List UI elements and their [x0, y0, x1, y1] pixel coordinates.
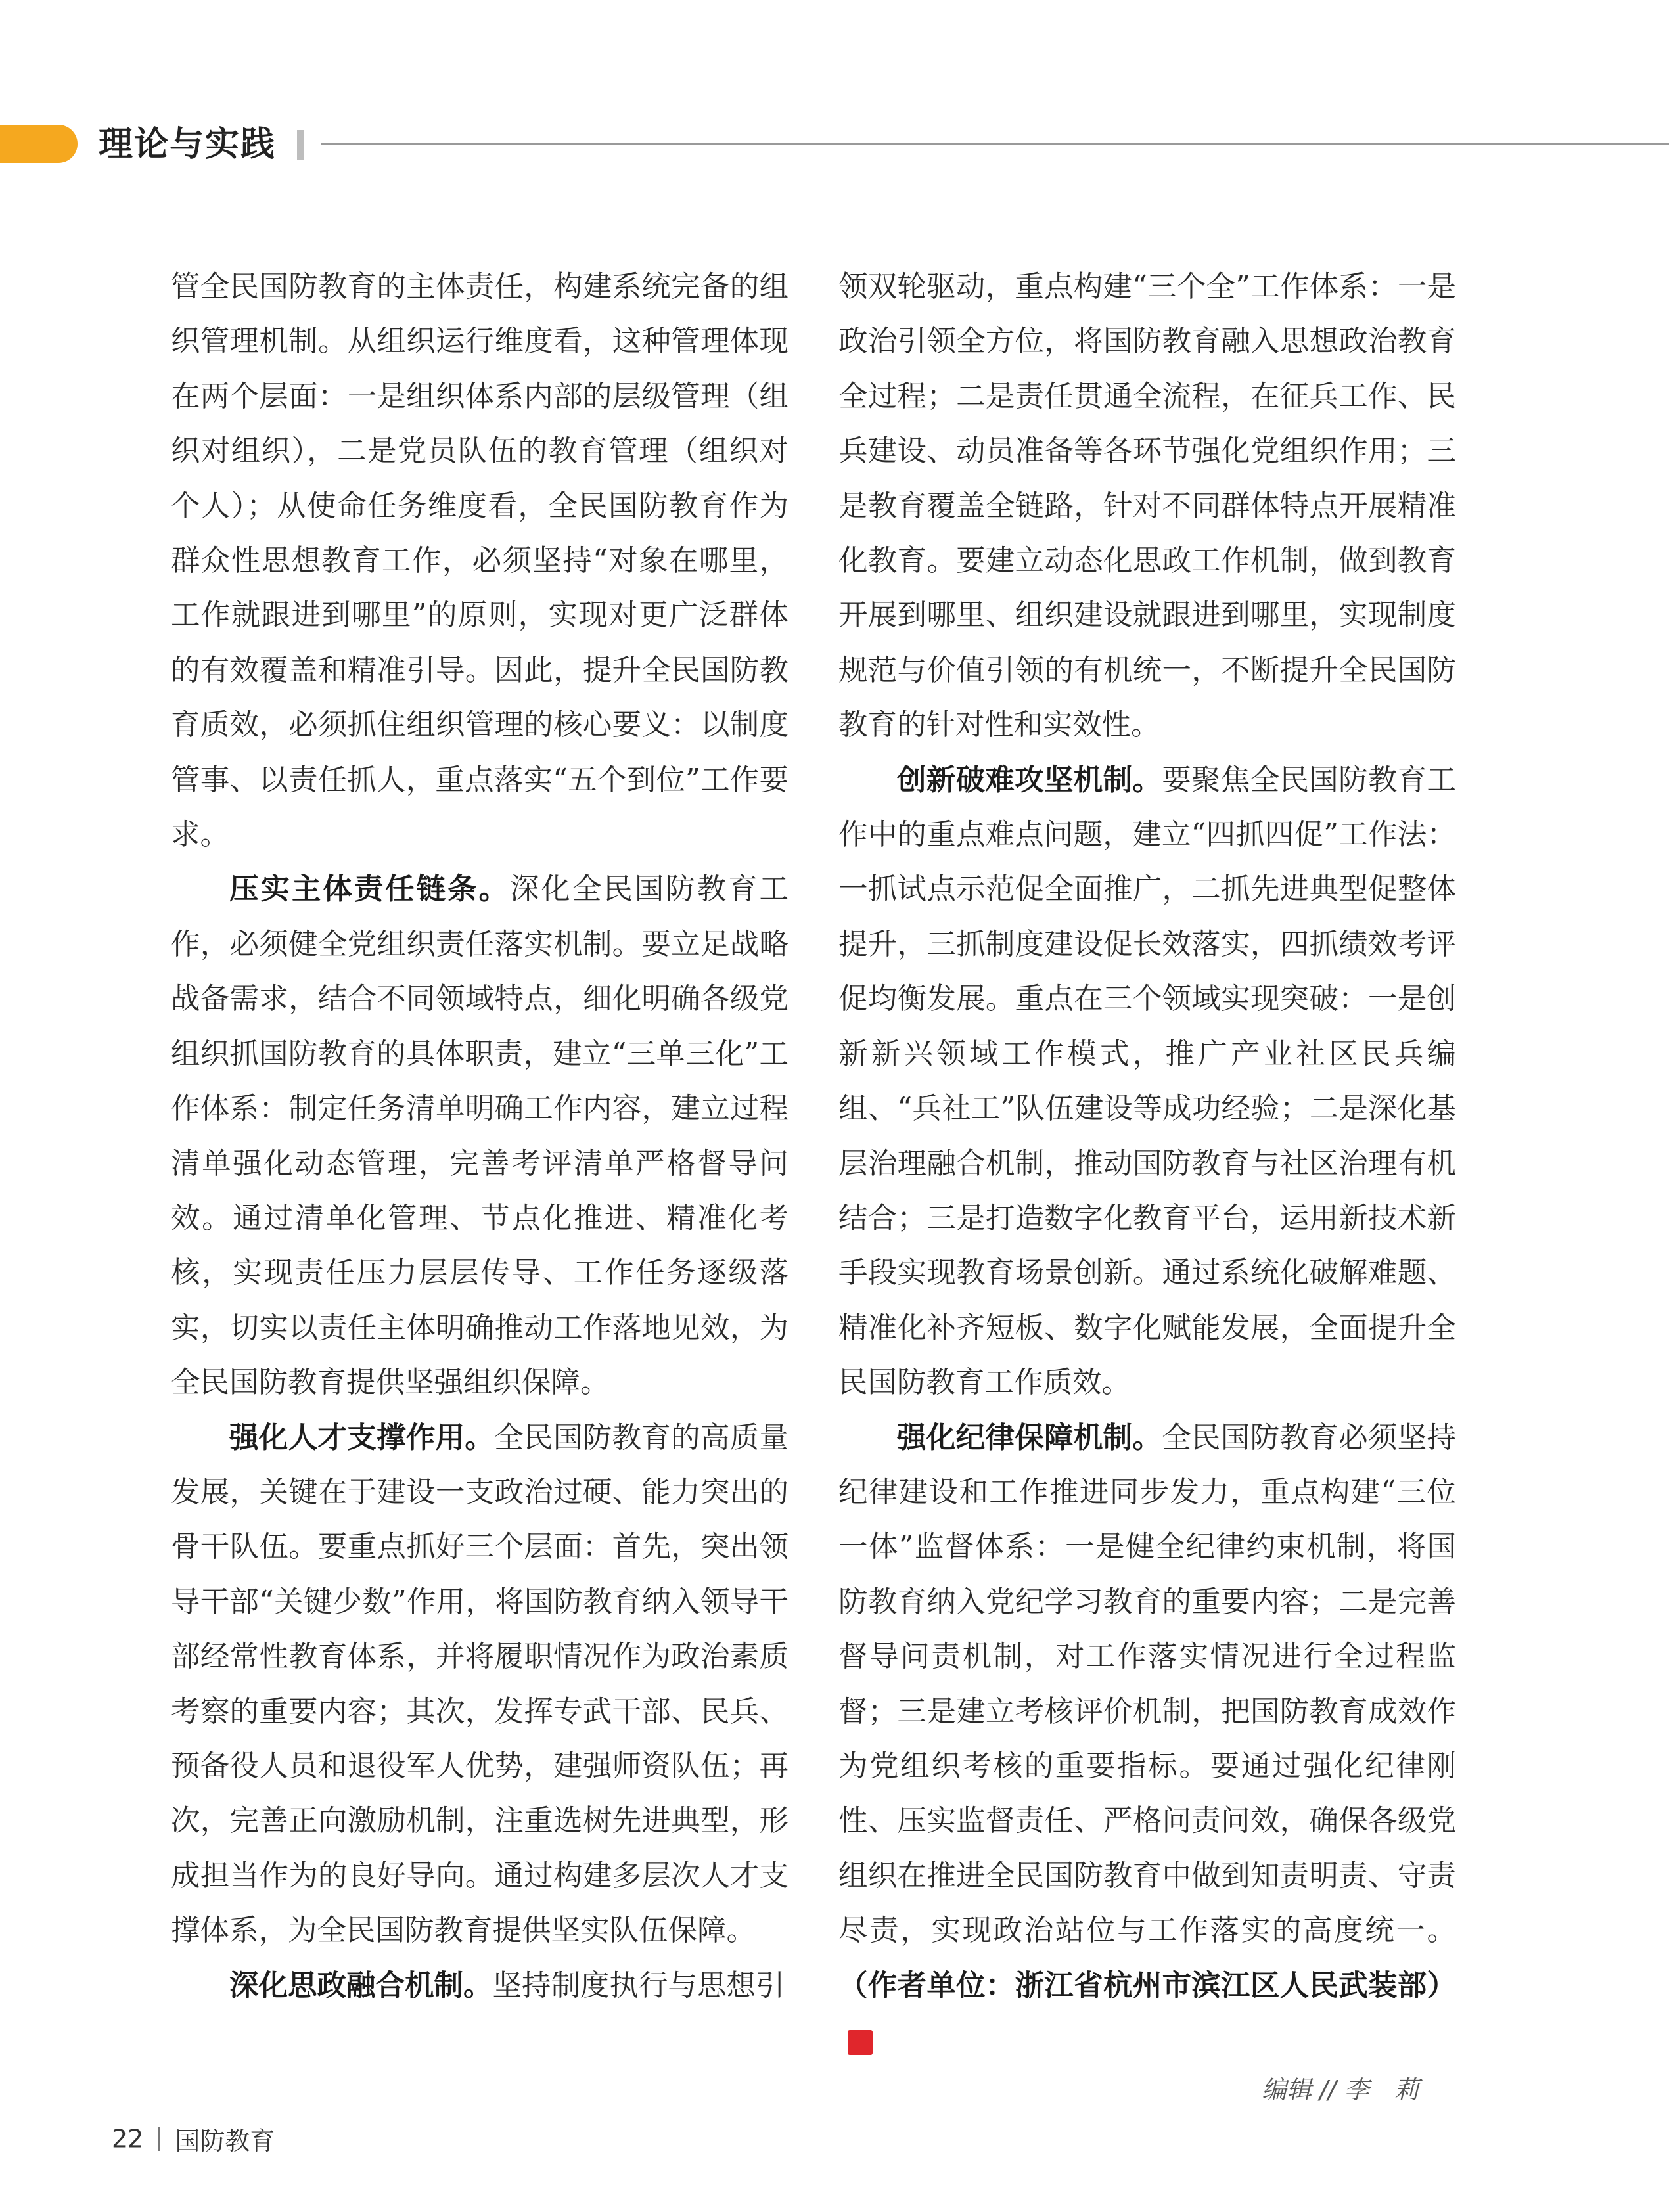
paragraph [171, 1958, 789, 2013]
paragraph-heading: 深化思政融合机制。 [229, 1968, 493, 2002]
paragraph [171, 1411, 789, 1958]
magazine-name: 国防教育 [175, 2127, 275, 2156]
paragraph-heading: 压实主体责任链条。 [229, 872, 510, 907]
section-header [0, 118, 1669, 171]
title-separator-bar [297, 130, 304, 160]
paragraph-body: 全民国防教育的高质量发展，关键在于建设一支政治过硬、能力突出的骨干队伍。要重点抓好三个层面：首先，突出领导干部“关键少数”作用，将国防教育纳入领导干部经常性教育体系，并将履职情况作为政治素质考察的重要内容；其次，发挥专武干部、民兵、预备役人员和退役军人优势，建强师资队伍；再次，完善正向激励机制，注重选树先进典型，形成担当作为的良好导向。通过构建多层次人才支撑体系，为全民国防教育提供坚实队伍保障。 [171, 1420, 789, 1948]
paragraph-body: 要聚焦全民国防教育工作中的重点难点问题，建立“四抓四促”工作法：一抓试点示范促全面推广，二抓先进典型促整体提升，三抓制度建设促长效落实，四抓绩效考评促均衡发展。重点在三个领域实现突破：一是创新新兴领域工作模式，推广产业社区民兵编组、“兵社工”队伍建设等成功经验；二是深化基层治理融合机制，推动国防教育与社区治理有机结合；三是打造数字化教育平台，运用新技术新手段实现教育场景创新。通过系统化破解难题、精准化补齐短板、数字化赋能发展，全面提升全民国防教育工作质效。 [838, 763, 1456, 1400]
section-tab-marker [0, 125, 78, 163]
paragraph-body: 深化全民国防教育工作，必须健全党组织责任落实机制。要立足战略战备需求，结合不同领域特点，细化明确各级党组织抓国防教育的具体职责，建立“三单三化”工作体系：制定任务清单明确工作内容，建立过程清单强化动态管理，完善考评清单严格督导问效。通过清单化管理、节点化推进、精准化考核，实现责任压力层层传导、工作任务逐级落实，切实以责任主体明确推动工作落地见效，为全民国防教育提供坚强组织保障。 [171, 872, 789, 1400]
page-footer [112, 2121, 275, 2156]
paragraph-body: 全民国防教育必须坚持纪律建设和工作推进同步发力，重点构建“三位一体”监督体系：一是健全纪律约束机制，将国防教育纳入党纪学习教育的重要内容；二是完善督导问责机制，对工作落实情况进行全过程监督；三是建立考核评价机制，把国防教育成效作为党组织考核的重要指标。要通过强化纪律刚性、压实监督责任、严格问责问效，确保各级党组织在推进全民国防教育中做到知责明责、守责尽责，实现政治站位与工作落实的高度统一。 [838, 1420, 1456, 1948]
section-title: 理论与实践 [99, 125, 277, 164]
paragraph-body: 坚持制度执行与思想引 [492, 1968, 785, 2002]
editor-credit: 编辑 // 李 莉 [1262, 2075, 1419, 2104]
paragraph [171, 862, 789, 1410]
paragraph: 管全民国防教育的主体责任，构建系统完备的组织管理机制。从组织运行维度看，这种管理体现在两个层面：一是组织体系内部的层级管理（组织对组织），二是党员队伍的教育管理（组织对个人）；从使命任务维度看，全民国防教育作为群众性思想教育工作，必须坚持“对象在哪里，工作就跟进到哪里”的原则，实现对更广泛群体的有效覆盖和精准引导。因此，提升全民国防教育质效，必须抓住组织管理的核心要义：以制度管事、以责任抓人，重点落实“五个到位”工作要求。 [171, 270, 789, 852]
header-rule-line [321, 143, 1669, 145]
paragraph-heading: 强化纪律保障机制。 [897, 1420, 1162, 1455]
paragraph: 领双轮驱动，重点构建“三个全”工作体系：一是政治引领全方位，将国防教育融入思想政治教育全过程；二是责任贯通全流程，在征兵工作、民兵建设、动员准备等各环节强化党组织作用；三是教育覆盖全链路，针对不同群体特点开展精准化教育。要建立动态化思政工作机制，做到教育开展到哪里、组织建设就跟进到哪里，实现制度规范与价值引领的有机统一，不断提升全民国防教育的针对性和实效性。 [838, 270, 1456, 742]
paragraph-heading: 强化人才支撑作用。 [229, 1420, 495, 1455]
left-column [171, 260, 789, 2013]
paragraph [838, 753, 1456, 1411]
paragraph-heading: 创新破难攻坚机制。 [897, 763, 1162, 797]
right-column [838, 260, 1456, 2067]
paragraph [838, 1411, 1456, 2068]
author-affiliation: （作者单位：浙江省杭州市滨江区人民武装部） [838, 1968, 1456, 2002]
end-mark-icon: G [848, 2030, 873, 2055]
footer-separator [158, 2127, 160, 2151]
page-number: 22 [112, 2124, 144, 2154]
